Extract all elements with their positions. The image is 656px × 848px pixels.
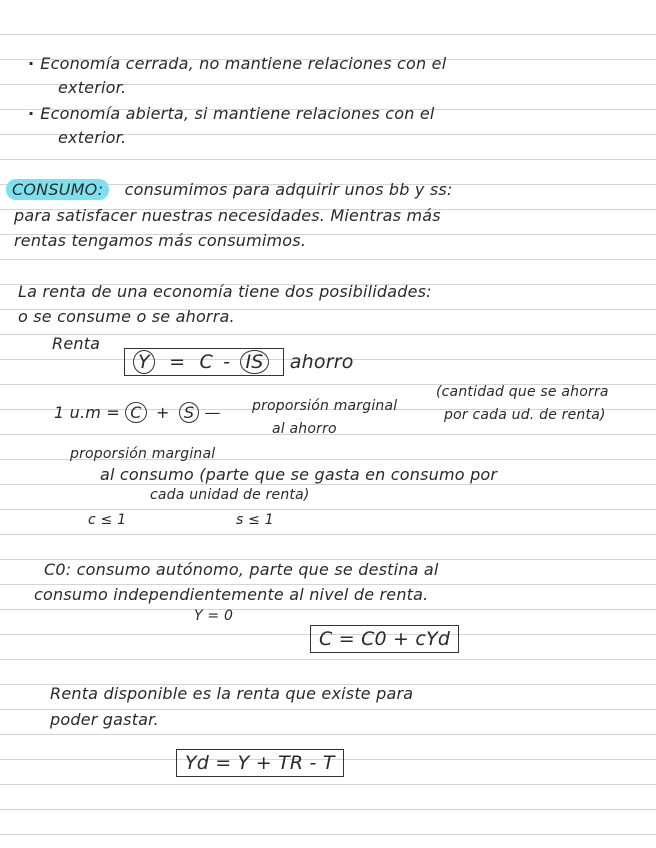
ahorro-note-2: por cada ud. de renta) — [444, 407, 606, 423]
pms-label-2: al ahorro — [272, 421, 337, 437]
autonomo-line-1: C0: consumo autónomo, parte que se destina al — [44, 560, 439, 579]
y-equals-zero: Y = 0 — [194, 608, 234, 624]
s-circled: IS — [240, 350, 268, 374]
autonomo-line-2: consumo independientemente al nivel de renta. — [34, 585, 429, 604]
formula-consumo — [310, 628, 459, 650]
s-le-1: s ≤ 1 — [236, 512, 274, 528]
s-circled-small: S — [179, 402, 199, 423]
bullet-text: Economía cerrada, no mantiene relaciones con el — [40, 54, 447, 73]
formula-disponible-box: Yd = Y + TR - T — [176, 749, 344, 777]
ahorro-note-1: (cantidad que se ahorra — [436, 384, 609, 400]
bullet-continuation: exterior. — [58, 128, 127, 147]
formula-box: Y = C - IS — [124, 348, 284, 376]
formula-renta — [124, 350, 354, 374]
disponible-line-2: poder gastar. — [50, 710, 159, 729]
formula-consumo-box: C = C0 + cYd — [310, 625, 459, 653]
consumo-term: CONSUMO: — [6, 179, 109, 200]
renta-intro-line-2: o se consume o se ahorra. — [18, 307, 235, 326]
consumo-line-2: para satisfacer nuestras necesidades. Mientras más — [14, 206, 441, 225]
pmc-label-2: al consumo (parte que se gasta en consumo por — [100, 465, 498, 484]
formula-renta-disponible — [176, 752, 344, 774]
consumo-line-3: rentas tengamos más consumimos. — [14, 231, 307, 250]
bullet-text: Economía abierta, si mantiene relaciones con el — [40, 104, 435, 123]
formula-um: 1 u.m = C + S — — [54, 403, 221, 422]
c-le-1: c ≤ 1 — [88, 512, 127, 528]
pmc-label-1: proporsión marginal — [70, 446, 216, 462]
bullet-economia-abierta: · Economía abierta, si mantiene relaciones con el — [28, 104, 435, 123]
bullet-economia-cerrada: · Economía cerrada, no mantiene relaciones con el — [28, 54, 447, 73]
renta-label: Renta — [52, 334, 101, 353]
renta-intro-line-1: La renta de una economía tiene dos posibilidades: — [18, 282, 432, 301]
pms-label-1: proporsión marginal — [252, 398, 398, 414]
ahorro-label: ahorro — [289, 351, 354, 373]
c-circled: C — [125, 402, 146, 423]
disponible-line-1: Renta disponible es la renta que existe para — [50, 684, 414, 703]
consumo-line-1 — [6, 180, 453, 199]
consumo-definition: consumimos para adquirir unos bb y ss: — [124, 180, 453, 199]
y-circled: Y — [133, 350, 155, 374]
pmc-label-3: cada unidad de renta) — [150, 487, 310, 503]
bullet-continuation: exterior. — [58, 78, 127, 97]
